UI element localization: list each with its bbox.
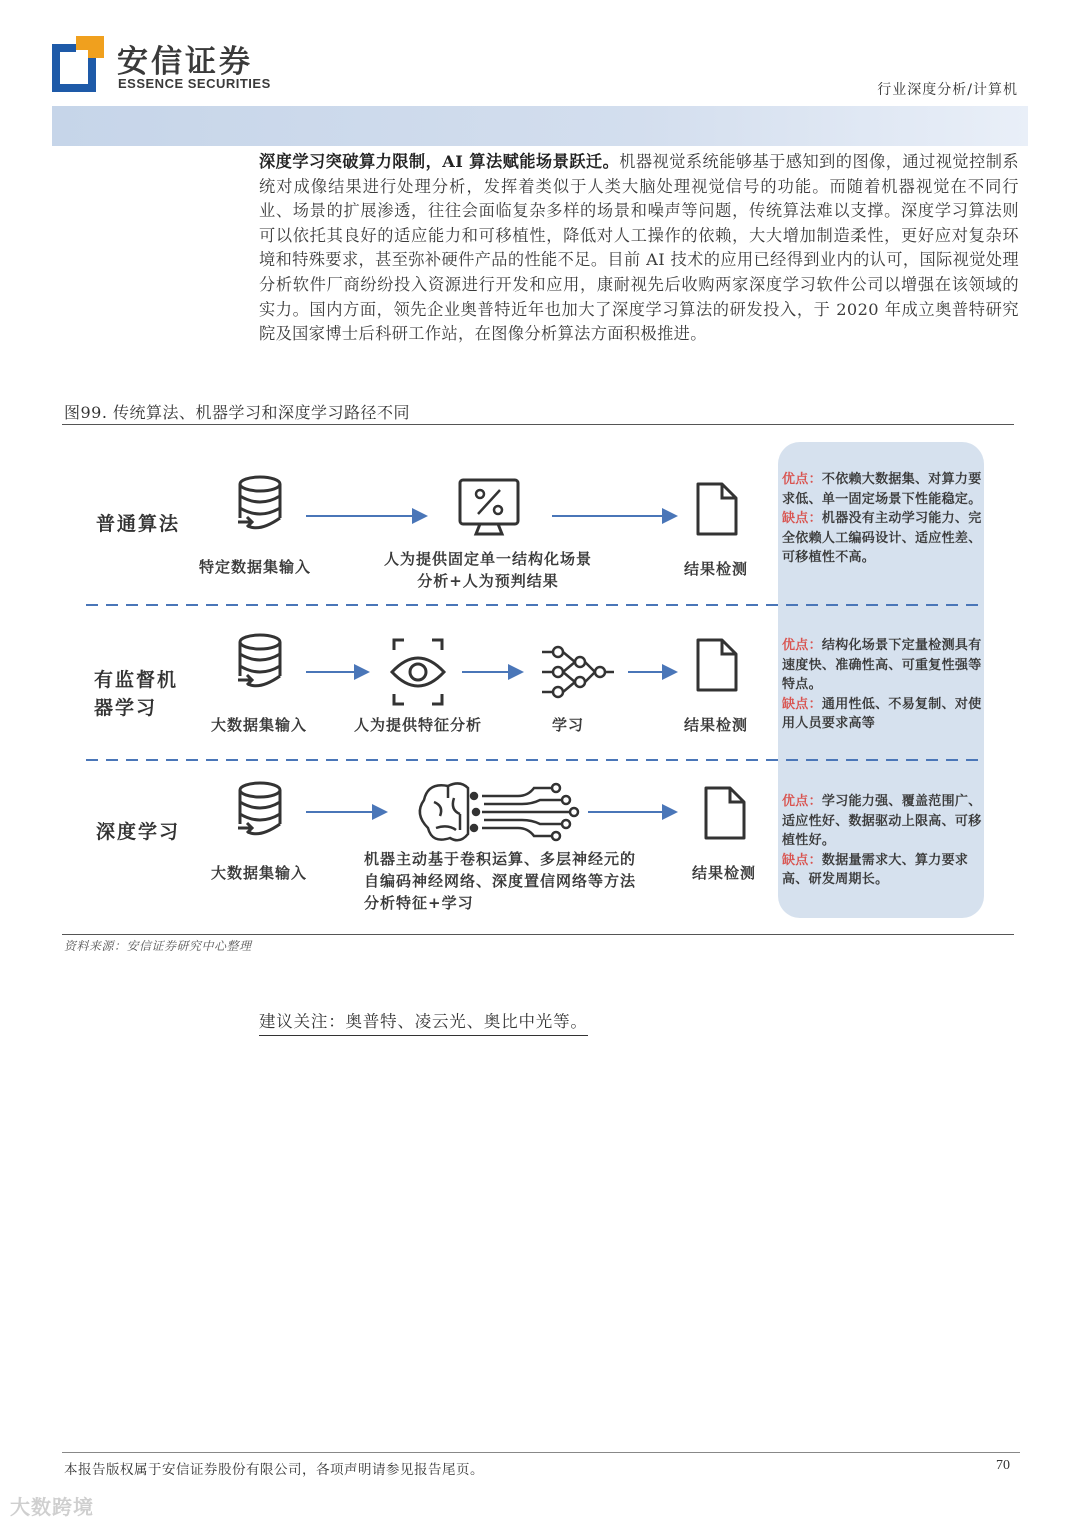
step-caption: 人为提供特征分析 <box>353 716 482 734</box>
percent-monitor-icon <box>460 480 518 534</box>
cons-tag: 缺点： <box>782 696 822 712</box>
step-caption: 大数据集输入 <box>210 716 307 734</box>
database-icon <box>238 783 280 834</box>
pros-tag: 优点： <box>782 472 822 487</box>
eye-scan-icon <box>392 640 444 704</box>
pros-text: 学习能力强、覆盖范围广、适应性好、数据驱动上限高、可移植性好。 <box>782 794 982 849</box>
paragraph-lead: 深度学习突破算力限制，AI 算法赋能场景跃迁。 <box>259 152 620 171</box>
cons-tag: 缺点： <box>782 852 822 868</box>
step-caption: 结果检测 <box>691 864 756 882</box>
document-icon <box>706 788 744 838</box>
cons-text: 机器没有主动学习能力、完全依赖人工编码设计、适应性差、可移植性不高。 <box>782 511 982 566</box>
database-icon <box>238 477 280 528</box>
pros-tag: 优点： <box>782 638 822 653</box>
pros-tag: 优点： <box>782 794 822 809</box>
row-label-deep-learning: 深度学习 <box>96 821 181 843</box>
figure-top-rule <box>62 424 1014 425</box>
figure-diagram <box>62 430 1014 932</box>
footer-rule <box>62 1452 1020 1453</box>
step-caption: 结果检测 <box>683 560 748 578</box>
figure-title: 图99. 传统算法、机器学习和深度学习路径不同 <box>64 403 411 422</box>
document-icon <box>698 484 736 534</box>
brand-name-cn: 安信证券 <box>117 44 253 80</box>
row-label-supervised-ml: 有监督机器学习 <box>94 669 179 719</box>
pros-cons-supervised-ml <box>782 636 982 734</box>
step-caption: 机器主动基于卷积运算、多层神经元的自编码神经网络、深度置信网络等方法分析特征+学习 <box>364 850 637 912</box>
footer-disclaimer: 本报告版权属于安信证券股份有限公司，各项声明请参见报告尾页。 <box>64 1462 484 1478</box>
pros-text: 不依赖大数据集、对算力要求低、单一固定场景下性能稳定。 <box>782 472 982 507</box>
recommendation: 建议关注：奥普特、凌云光、奥比中光等。 <box>259 1008 588 1036</box>
company-logo <box>52 36 104 94</box>
header-band <box>52 106 1028 146</box>
document-icon <box>698 640 736 690</box>
brand-name-en: ESSENCE SECURITIES <box>118 76 271 91</box>
step-caption: 特定数据集输入 <box>198 558 311 576</box>
watermark: 大数跨境 <box>10 1495 94 1519</box>
neural-network-icon <box>542 647 614 697</box>
row-label-traditional: 普通算法 <box>96 513 181 535</box>
body-paragraph <box>259 150 1019 347</box>
pros-text: 结构化场景下定量检测具有速度快、准确性高、可重复性强等特点。 <box>782 638 982 693</box>
pros-cons-traditional <box>782 470 982 568</box>
step-caption: 人为提供固定单一结构化场景分析+人为预判结果 <box>383 550 592 590</box>
step-caption: 大数据集输入 <box>210 864 307 882</box>
ai-brain-icon <box>420 783 578 840</box>
pros-cons-deep-learning <box>782 792 982 890</box>
paragraph-text: 机器视觉系统能够基于感知到的图像，通过视觉控制系统对成像结果进行处理分析，发挥着类似于人类大脑处理视觉信号的功能。而随着机器视觉在不同行业、场景的扩展渗透，往往会面临复杂多样的场景和噪声等问题，传统算法难以支撑。深度学习算法则可以依托其良好的适应能力和可移植性，降低对人工操作的依赖，大大增加制造柔性，更好应对复杂环境和特殊要求，甚至弥补硬件产品的性能不足。目前 AI 技术的应用已经得到业内的认可，国际视觉处理分析软件厂商纷纷投入资源进行开发和应用，康耐视先后收购两家深度学习软件公司以增强在该领域的实力。国内方面，领先企业奥普特近年也加大了深度学习算法的研发投入，于 2020 年成立奥普特研究院及国家博士后科研工作站，在图像分析算法方面积极推进。 <box>259 152 1019 344</box>
figure-bottom-rule <box>62 934 1014 935</box>
figure-source: 资料来源：安信证券研究中心整理 <box>64 939 252 953</box>
page-number: 70 <box>996 1458 1010 1473</box>
step-caption: 结果检测 <box>683 716 748 734</box>
cons-tag: 缺点： <box>782 511 822 527</box>
cons-text: 数据量需求大、算力要求高、研发周期长。 <box>782 852 969 888</box>
database-icon <box>238 635 280 686</box>
cons-text: 通用性低、不易复制、对使用人员要求高等 <box>782 696 982 732</box>
report-category: 行业深度分析/计算机 <box>877 82 1018 98</box>
step-caption: 学习 <box>551 716 584 734</box>
